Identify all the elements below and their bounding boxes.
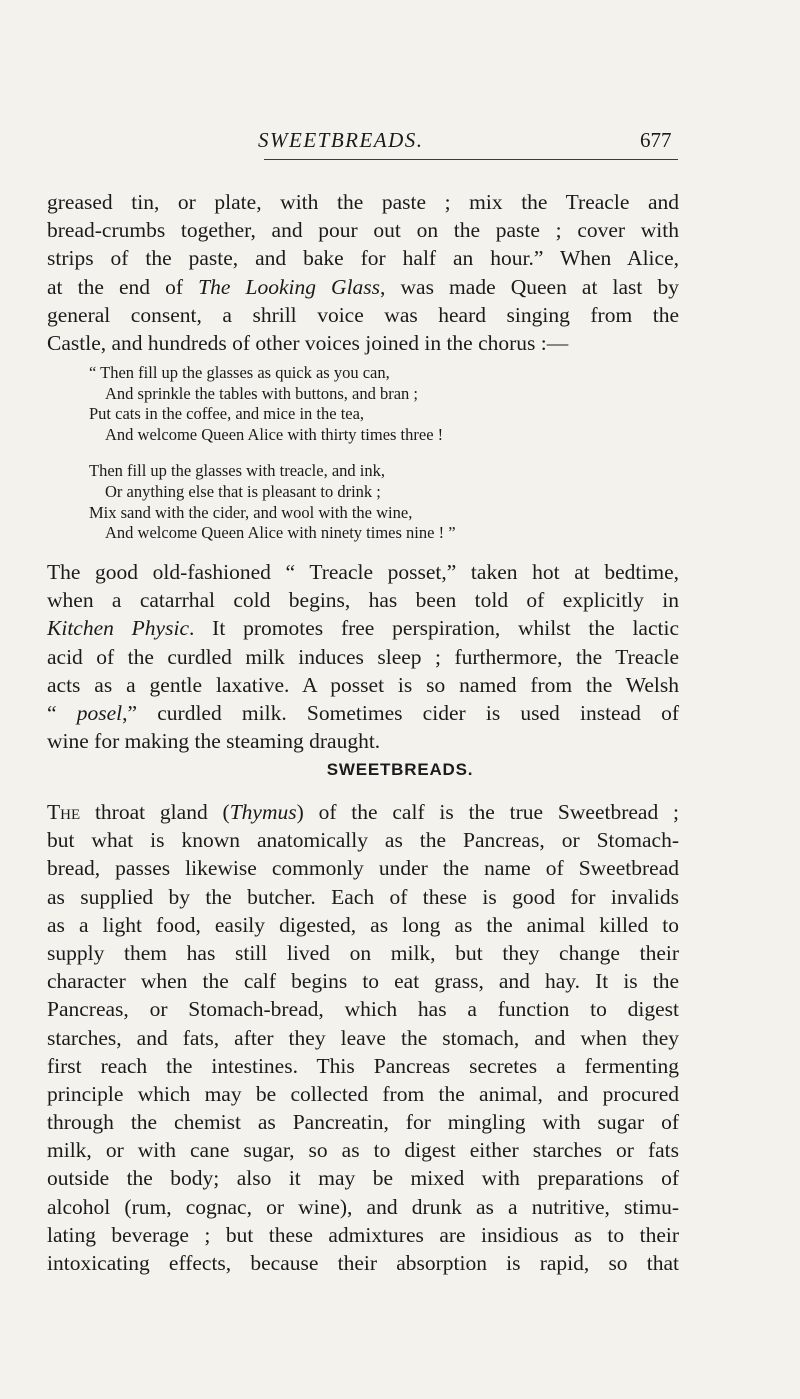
text-line: as supplied by the butcher. Each of these is good for invalids xyxy=(47,884,679,909)
verse-line: Mix sand with the cider, and wool with the wine, xyxy=(89,502,413,522)
running-head xyxy=(0,128,800,158)
text-line: first reach the intestines. This Pancreas secretes a fermenting xyxy=(47,1053,679,1078)
book-title: Kitchen Physic xyxy=(47,616,189,641)
verse-line: Then fill up the glasses with treacle, and ink, xyxy=(89,461,386,481)
text-line: bread-crumbs together, and pour out on the paste ; cover with xyxy=(47,218,679,243)
text-line: lating beverage ; but these admixtures are insidious as to their xyxy=(47,1222,679,1247)
running-title: SWEETBREADS. xyxy=(258,128,424,152)
text-line: acid of the curdled milk induces sleep ; furthermore, the Treacle xyxy=(47,644,679,669)
text-line: general consent, a shrill voice was heard singing from the xyxy=(47,302,679,327)
verse-line: And welcome Queen Alice with thirty times three ! xyxy=(105,424,444,444)
text-line: at the end of The Looking Glass, was made Queen at last by xyxy=(47,274,679,299)
verse xyxy=(89,363,649,544)
text-line: but what is known anatomically as the Pancreas, or Stomach- xyxy=(47,828,679,853)
text-line: through the chemist as Pancreatin, for mingling with sugar of xyxy=(47,1110,679,1135)
text-line: principle which may be collected from the animal, and procured xyxy=(47,1081,679,1106)
text-line: wine for making the steaming draught. xyxy=(47,729,381,754)
text-line: character when the calf begins to eat grass, and hay. It is the xyxy=(47,969,679,994)
section-heading: SWEETBREADS. xyxy=(326,760,474,779)
text-line: strips of the paste, and bake for half an hour.” When Alice, xyxy=(47,246,679,271)
text-line: greased tin, or plate, with the paste ; mix the Treacle and xyxy=(47,190,679,214)
text-line: “ posel,” curdled milk. Sometimes cider is used instead of xyxy=(47,700,679,725)
text-line: starches, and fats, after they leave the stomach, and when they xyxy=(47,1025,679,1050)
text-line: when a catarrhal cold begins, has been told of explicitly in xyxy=(47,588,679,613)
text-line: Castle, and hundreds of other voices joined in the chorus :— xyxy=(47,330,569,355)
text-line: supply them has still lived on milk, but they change their xyxy=(47,940,679,965)
paragraph-3 xyxy=(47,798,679,1277)
verse-line: And welcome Queen Alice with ninety times nine ! ” xyxy=(105,523,456,543)
paragraph-1 xyxy=(47,188,679,357)
verse-line: And sprinkle the tables with buttons, and bran ; xyxy=(105,383,418,403)
welsh-word: posel xyxy=(76,700,123,725)
text-line: outside the body; also it may be mixed with preparations of xyxy=(47,1166,679,1191)
header-rule xyxy=(264,159,678,160)
paragraph-2 xyxy=(47,558,679,755)
verse-line: Or anything else that is pleasant to drink ; xyxy=(105,481,381,501)
page-number: 677 xyxy=(640,128,672,152)
text-line: Kitchen Physic. It promotes free perspiration, whilst the lactic xyxy=(47,616,680,641)
text-line: as a light food, easily digested, as long as the animal killed to xyxy=(47,912,679,937)
text-line: acts as a gentle laxative. A posset is so named from the Welsh xyxy=(47,672,679,697)
text-line: Pancreas, or Stomach-bread, which has a function to digest xyxy=(47,997,679,1022)
stanza-gap xyxy=(89,445,649,461)
text-line: milk, or with cane sugar, so as to digest either starches or fats xyxy=(47,1138,679,1163)
text-line: The throat gland (Thymus) of the calf is the true Sweetbread ; xyxy=(47,800,679,824)
verse-line: Put cats in the coffee, and mice in the tea, xyxy=(89,404,365,424)
text-line: alcohol (rum, cognac, or wine), and drunk as a nutritive, stimu- xyxy=(47,1194,679,1219)
latin-term: Thymus xyxy=(229,800,297,824)
text-line: The good old-fashioned “ Treacle posset,” taken hot at bedtime, xyxy=(47,560,679,584)
text-line: bread, passes likewise commonly under the name of Sweetbread xyxy=(47,856,679,881)
text-line: intoxicating effects, because their absorption is rapid, so that xyxy=(47,1251,679,1275)
verse-line: “ Then fill up the glasses as quick as you can, xyxy=(89,363,390,382)
book-title: The Looking Glass xyxy=(198,274,381,299)
